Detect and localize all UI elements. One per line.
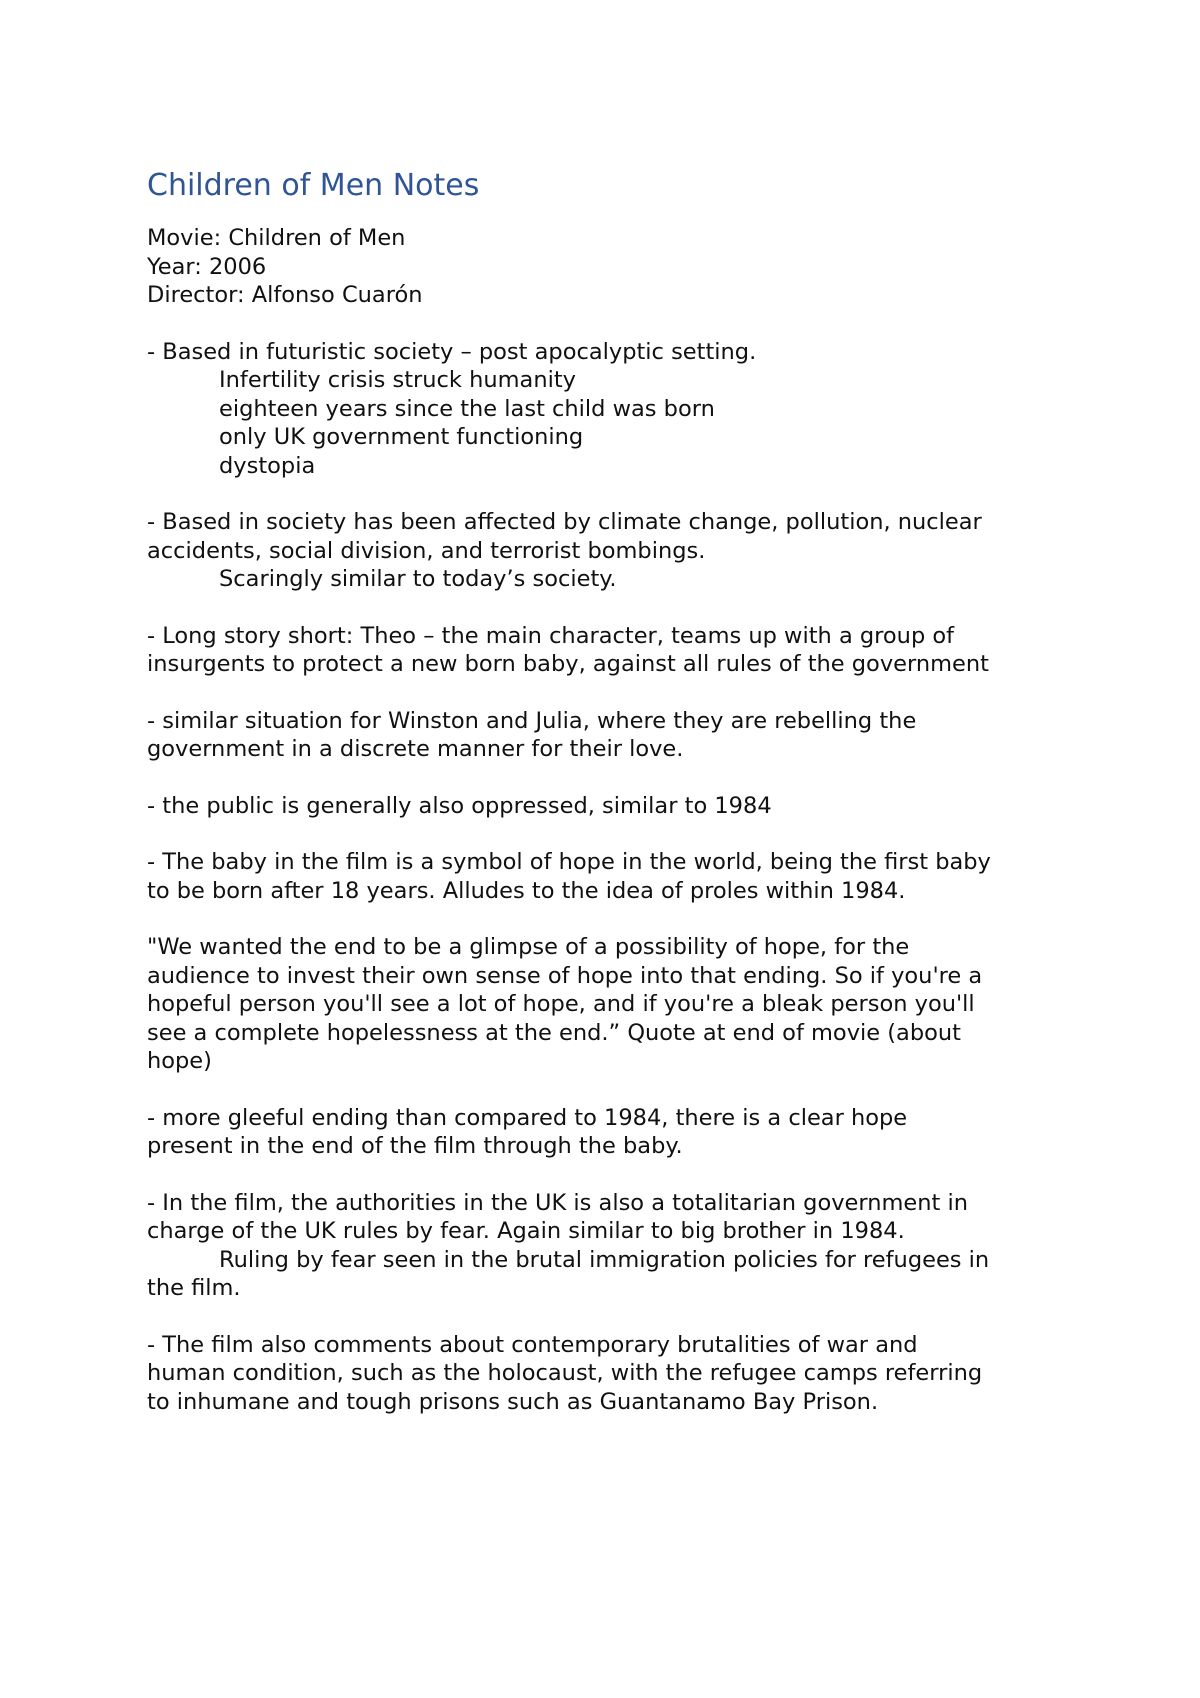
note-line: - The baby in the film is a symbol of hope in the world, being the first baby — [147, 849, 991, 875]
note-line: to inhumane and tough prisons such as Guantanamo Bay Prison. — [147, 1388, 879, 1415]
spacer — [147, 764, 1077, 792]
note-line: human condition, such as the holocaust, with the refugee camps referring — [147, 1360, 983, 1386]
note-line: to be born after 18 years. Alludes to the idea of proles within 1984. — [147, 877, 906, 904]
note-line: - Long story short: Theo – the main character, teams up with a group of — [147, 622, 955, 649]
sub-note-line: Infertility crisis struck humanity — [219, 367, 576, 393]
note-line: charge of the UK rules by fear. Again similar to big brother in 1984. — [147, 1218, 905, 1244]
spacer — [147, 594, 1077, 622]
note-ending — [147, 1104, 1077, 1161]
note-winston — [147, 707, 1077, 764]
note-story — [147, 622, 1077, 679]
note-quote — [147, 933, 1077, 1076]
note-line: - more gleeful ending than compared to 1984, there is a clear hope — [147, 1104, 908, 1131]
spacer — [147, 1161, 1077, 1189]
note-setting — [147, 338, 1077, 481]
quote-line: "We wanted the end to be a glimpse of a possibility of hope, for the — [147, 934, 910, 960]
quote-line: audience to invest their own sense of hope into that ending. So if you're a — [147, 962, 983, 989]
spacer — [147, 679, 1077, 707]
note-public — [147, 792, 1077, 821]
note-line: government in a discrete manner for their love. — [147, 736, 684, 762]
movie-line: Movie: Children of Men — [147, 225, 406, 251]
note-brutalities — [147, 1331, 1077, 1417]
note-line: - The film also comments about contemporary brutalities of war and — [147, 1331, 918, 1358]
note-line: insurgents to protect a new born baby, against all rules of the government — [147, 651, 989, 677]
note-line: - Based in futuristic society – post apocalyptic setting. — [147, 338, 757, 365]
spacer — [147, 820, 1077, 848]
note-line: the film. — [147, 1275, 241, 1301]
note-baby — [147, 848, 1077, 905]
spacer — [147, 480, 1077, 508]
year-line: Year: 2006 — [147, 253, 267, 280]
spacer — [147, 905, 1077, 933]
note-line: present in the end of the film through the baby. — [147, 1133, 683, 1159]
document-title: Children of Men Notes — [147, 168, 480, 203]
sub-note-line: Ruling by fear seen in the brutal immigration policies for refugees in — [219, 1246, 990, 1273]
note-line: accidents, social division, and terrorist bombings. — [147, 537, 706, 564]
spacer — [147, 1303, 1077, 1331]
movie-meta — [147, 224, 1077, 310]
sub-note-line: dystopia — [219, 452, 316, 479]
sub-note-line: only UK government functioning — [219, 424, 584, 450]
document-page — [147, 168, 1077, 1416]
sub-note-line: eighteen years since the last child was born — [219, 395, 715, 422]
quote-line: hope) — [147, 1048, 212, 1074]
sub-note-line: Scaringly similar to today’s society. — [219, 566, 617, 592]
spacer — [147, 310, 1077, 338]
quote-line: hopeful person you'll see a lot of hope, and if you're a bleak person you'll — [147, 991, 975, 1017]
note-line: - similar situation for Winston and Julia, where they are rebelling the — [147, 707, 917, 734]
note-line: - Based in society has been affected by climate change, pollution, nuclear — [147, 509, 982, 535]
note-authorities — [147, 1189, 1077, 1303]
note-society — [147, 508, 1077, 594]
note-line: - the public is generally also oppressed, similar to 1984 — [147, 792, 772, 819]
note-line: - In the film, the authorities in the UK is also a totalitarian government in — [147, 1189, 969, 1216]
director-line: Director: Alfonso Cuarón — [147, 282, 423, 308]
spacer — [147, 1076, 1077, 1104]
quote-line: see a complete hopelessness at the end.” Quote at end of movie (about — [147, 1019, 961, 1046]
